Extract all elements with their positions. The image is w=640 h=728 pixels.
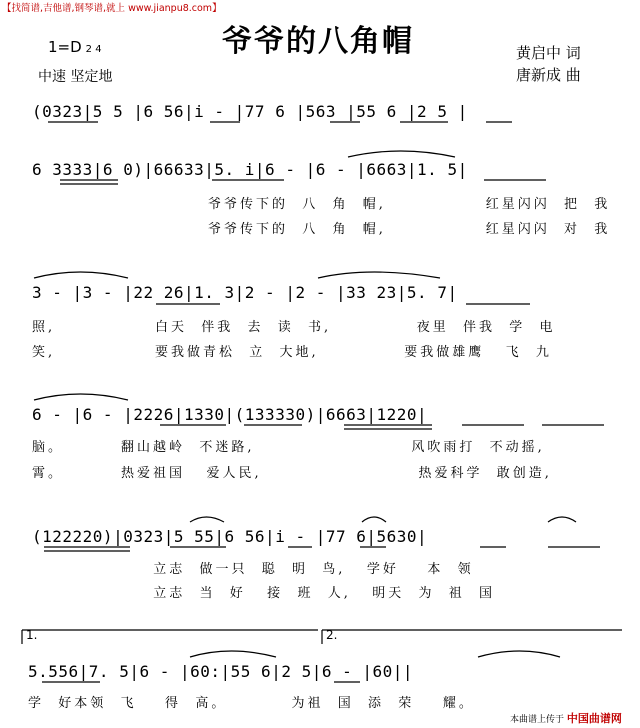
notation-row-1: (0323|5 5 |6 56|i - |77 6 |563 |55 6 |2 5 | [32,102,468,121]
lyric-row-5-verse-2: 立志 当 好 接 班 人, 明天 为 祖 国 [32,586,496,601]
footer-text: 本曲谱上传于 [510,715,565,725]
time-signature: 2 4 [85,44,102,55]
volta-1-label: 1. [26,628,38,642]
tempo-marking: 中速 坚定地 [38,69,113,85]
lyric-row-4-verse-2: 霄。 热爱祖国 爱人民, 热爱科学 敢创造, [32,466,552,481]
key-text: 1=D [48,38,82,56]
lyric-row-2-verse-1: 爷爷传下的 八 角 帽, 红星闪闪 把 我 [208,197,611,212]
lyric-row-3-verse-1: 照, 白天 伴我 去 读 书, 夜里 伴我 学 电 [32,320,556,335]
lyricist-credit: 黄启中 词 [516,44,581,62]
song-title: 爷爷的八角帽 [222,24,414,59]
composer-credit: 唐新成 曲 [516,66,581,84]
lyric-row-3-verse-2: 笑, 要我做青松 立 大地, 要我做雄鹰 飞 九 [32,345,552,360]
notation-row-4: 6 - |6 - |2226|1330|(133330)|6663|1220| [32,405,428,424]
lyric-row-4-verse-1: 脑。 翻山越岭 不迷路, 风吹雨打 不动摇, [32,440,545,455]
footer-credit [510,710,622,726]
lyric-row-5-verse-1: 立志 做一只 聪 明 鸟, 学好 本 领 [32,562,474,577]
site-logo[interactable]: 中国曲谱网 [566,712,622,725]
lyric-row-2-verse-2: 爷爷传下的 八 角 帽, 红星闪闪 对 我 [208,222,611,237]
key-signature [48,38,102,56]
notation-row-2: 6 3333|6 0)|66633|5. i|6 - |6 - |6663|1. 5| [32,160,468,179]
notation-row-3: 3 - |3 - |22 26|1. 3|2 - |2 - |33 23|5. 7| [32,283,458,302]
volta-2-label: 2. [326,628,338,642]
site-banner[interactable]: 【找简谱,吉他谱,钢琴谱,就上 www.jianpu8.com】 [2,3,222,14]
notation-row-6: 5.556|7. 5|6 - |60:|55 6|2 5|6 - |60|| [28,662,414,681]
lyric-row-6-verse-1: 学 好本领 飞 得 高。 为祖 国 添 荣 耀。 [28,696,475,711]
notation-row-5: (122220)|0323|5 55|6 56|i - |77 6|5630| [32,527,428,546]
